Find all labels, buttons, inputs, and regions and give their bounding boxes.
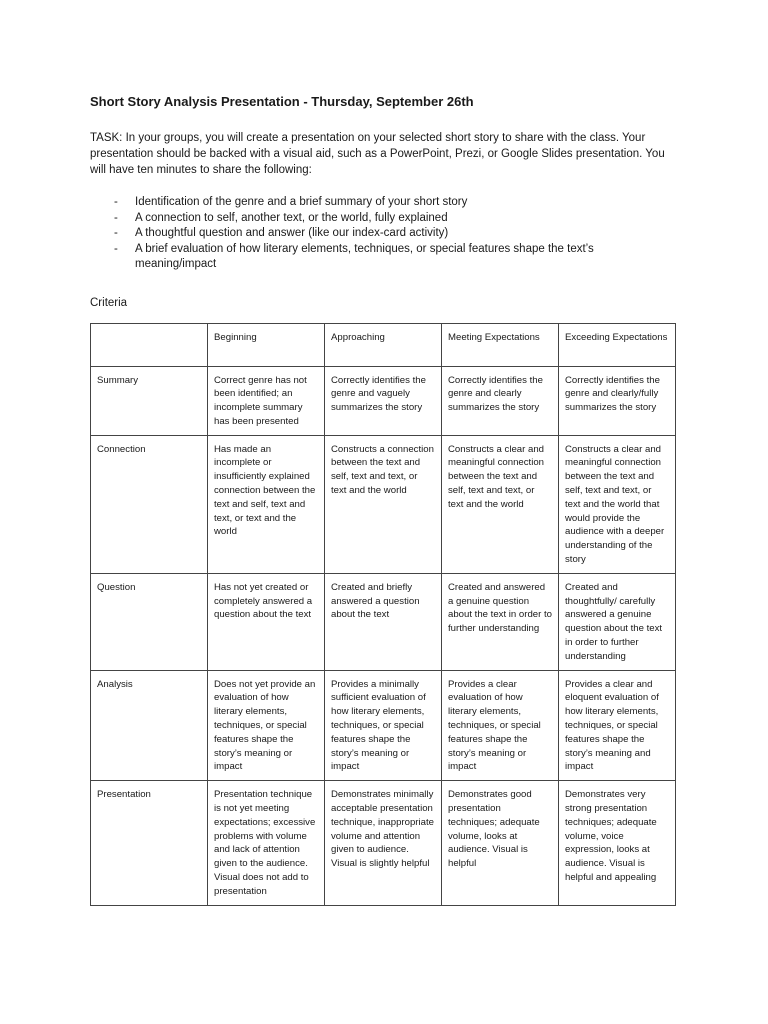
table-row	[91, 573, 676, 670]
list-item	[90, 211, 678, 227]
criterion-cell: Presentation	[91, 781, 208, 905]
table-row	[91, 435, 676, 573]
header-cell-exceeding-expectations: Exceeding Expectations	[559, 323, 676, 366]
rubric-table	[90, 323, 676, 906]
header-cell-beginning: Beginning	[208, 323, 325, 366]
table-cell: Provides a clear evaluation of how literary elements, techniques, or special features shape the story’s meaning or impact	[442, 670, 559, 781]
table-cell: Correctly identifies the genre and clearly/fully summarizes the story	[559, 366, 676, 435]
requirements-list	[90, 195, 678, 273]
criterion-cell: Summary	[91, 366, 208, 435]
criterion-cell: Analysis	[91, 670, 208, 781]
criteria-heading: Criteria	[90, 296, 128, 309]
bullet-dash: -	[114, 211, 118, 224]
list-item	[90, 226, 678, 242]
table-cell: Demonstrates good presentation techniques; adequate volume, looks at audience. Visual is helpful	[442, 781, 559, 905]
list-item-text: Identification of the genre and a brief summary of your short story	[135, 196, 468, 208]
header-cell-empty	[91, 323, 208, 366]
table-row	[91, 781, 676, 905]
table-cell: Demonstrates minimally acceptable presentation technique, inappropriate volume and attention given to audience. Visual is slightly helpful	[325, 781, 442, 905]
table-cell: Created and briefly answered a question about the text	[325, 573, 442, 670]
bullet-dash: -	[114, 227, 118, 239]
table-cell: Does not yet provide an evaluation of how literary elements, techniques, or special features shape the story’s meaning or impact	[208, 670, 325, 781]
list-item	[90, 242, 678, 273]
list-item	[90, 195, 678, 211]
table-cell: Correctly identifies the genre and clearly summarizes the story	[442, 366, 559, 435]
table-cell: Constructs a connection between the text and self, text and text, or text and the world	[325, 435, 442, 573]
table-cell: Has made an incomplete or insufficiently explained connection between the text and self, text and text, or text and the world	[208, 435, 325, 573]
table-cell: Correctly identifies the genre and vaguely summarizes the story	[325, 366, 442, 435]
table-cell: Created and thoughtfully/ carefully answered a genuine question about the text in order to further understanding	[559, 573, 676, 670]
document-title: Short Story Analysis Presentation - Thursday, September 26th	[90, 94, 474, 109]
table-cell: Created and answered a genuine question about the text in order to further understanding	[442, 573, 559, 670]
table-cell: Constructs a clear and meaningful connection between the text and self, text and text, or text and the world	[442, 435, 559, 573]
table-row	[91, 670, 676, 781]
criterion-cell: Connection	[91, 435, 208, 573]
table-cell: Demonstrates very strong presentation techniques; adequate volume, voice expression, looks at audience. Visual is helpful and appealing	[559, 781, 676, 905]
table-cell: Has not yet created or completely answered a question about the text	[208, 573, 325, 670]
table-cell: Constructs a clear and meaningful connection between the text and self, text and text, or text and the world that would provide the audience with a deeper understanding of the story	[559, 435, 676, 573]
header-cell-meeting-expectations: Meeting Expectations	[442, 323, 559, 366]
criterion-cell: Question	[91, 573, 208, 670]
table-cell: Presentation technique is not yet meeting expectations; excessive problems with volume and lack of attention given to the audience. Visual does not add to presentation	[208, 781, 325, 905]
task-paragraph: TASK: In your groups, you will create a presentation on your selected short story to share with the class. Your presentation should be backed with a visual aid, such as a PowerPoint, Prezi, or Google Slides presentation. You will have ten minutes to share the following:	[90, 132, 665, 176]
table-row	[91, 366, 676, 435]
list-item-text: A thoughtful question and answer (like our index-card activity)	[135, 227, 449, 239]
table-cell: Provides a clear and eloquent evaluation of how literary elements, techniques, or special features shape the story’s meaning and impact	[559, 670, 676, 781]
bullet-dash: -	[114, 242, 118, 255]
table-cell: Provides a minimally sufficient evaluation of how literary elements, techniques, or special features shape the story’s meaning or impact	[325, 670, 442, 781]
header-cell-approaching: Approaching	[325, 323, 442, 366]
rubric-header-row	[91, 323, 676, 366]
table-cell: Correct genre has not been identified; an incomplete summary has been presented	[208, 366, 325, 435]
list-item-text: A brief evaluation of how literary elements, techniques, or special features shape the text’s meaning/impact	[135, 242, 594, 270]
list-item-text: A connection to self, another text, or the world, fully explained	[135, 211, 448, 224]
bullet-dash: -	[114, 196, 118, 208]
